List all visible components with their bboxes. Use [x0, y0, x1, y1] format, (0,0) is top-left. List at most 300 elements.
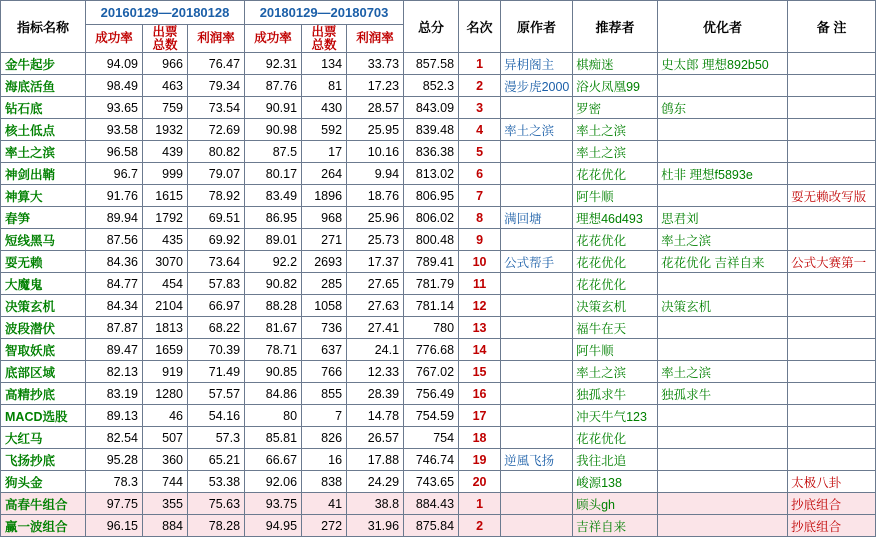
cell-p2-profit-rate: 27.41 [347, 317, 404, 339]
cell-indicator-name: 飞扬抄底 [1, 449, 86, 471]
cell-p2-profit-rate: 17.23 [347, 75, 404, 97]
cell-recommender: 决策玄机 [573, 295, 658, 317]
cell-rank: 1 [459, 493, 501, 515]
cell-p1-ticket-count: 3070 [143, 251, 188, 273]
cell-recommender: 花花优化 [573, 163, 658, 185]
cell-p1-success-rate: 95.28 [86, 449, 143, 471]
cell-note: 耍无赖改写版 [788, 185, 876, 207]
cell-p2-success-rate: 81.67 [245, 317, 302, 339]
cell-indicator-name: 率土之滨 [1, 141, 86, 163]
cell-recommender: 吉祥自来 [573, 515, 658, 537]
cell-note [788, 383, 876, 405]
cell-total-score: 800.48 [404, 229, 459, 251]
cell-recommender: 花花优化 [573, 229, 658, 251]
table-row[interactable] [1, 53, 876, 75]
cell-recommender: 率土之滨 [573, 361, 658, 383]
header-row-groups [1, 1, 876, 25]
cell-optimizer: 思君刘 [658, 207, 788, 229]
header-p1-success-rate: 成功率 [86, 25, 143, 53]
cell-total-score: 806.02 [404, 207, 459, 229]
cell-p1-profit-rate: 78.92 [188, 185, 245, 207]
cell-p1-success-rate: 82.54 [86, 427, 143, 449]
cell-p2-profit-rate: 28.57 [347, 97, 404, 119]
cell-optimizer: 杜非 理想f5893e [658, 163, 788, 185]
cell-p2-profit-rate: 17.37 [347, 251, 404, 273]
cell-p2-ticket-count: 1896 [302, 185, 347, 207]
header-period-1: 20160129—20180128 [86, 1, 245, 25]
cell-recommender: 独孤求牛 [573, 383, 658, 405]
cell-p1-ticket-count: 463 [143, 75, 188, 97]
cell-recommender: 花花优化 [573, 273, 658, 295]
cell-p1-success-rate: 96.58 [86, 141, 143, 163]
cell-total-score: 754 [404, 427, 459, 449]
table-row[interactable] [1, 97, 876, 119]
cell-note [788, 141, 876, 163]
cell-rank: 4 [459, 119, 501, 141]
cell-optimizer [658, 185, 788, 207]
cell-p2-ticket-count: 855 [302, 383, 347, 405]
table-row[interactable] [1, 295, 876, 317]
cell-p1-success-rate: 84.77 [86, 273, 143, 295]
cell-p1-profit-rate: 69.51 [188, 207, 245, 229]
cell-note [788, 53, 876, 75]
cell-rank: 2 [459, 515, 501, 537]
cell-p1-ticket-count: 744 [143, 471, 188, 493]
cell-rank: 17 [459, 405, 501, 427]
cell-total-score: 852.3 [404, 75, 459, 97]
cell-note [788, 317, 876, 339]
cell-original-author [501, 383, 573, 405]
cell-p2-ticket-count: 271 [302, 229, 347, 251]
cell-p2-profit-rate: 10.16 [347, 141, 404, 163]
cell-note [788, 339, 876, 361]
cell-p1-success-rate: 89.94 [86, 207, 143, 229]
cell-optimizer: 独孤求牛 [658, 383, 788, 405]
cell-p2-success-rate: 90.85 [245, 361, 302, 383]
cell-p1-success-rate: 89.13 [86, 405, 143, 427]
cell-total-score: 781.14 [404, 295, 459, 317]
cell-indicator-name: 短线黑马 [1, 229, 86, 251]
cell-optimizer [658, 427, 788, 449]
cell-rank: 12 [459, 295, 501, 317]
cell-p2-success-rate: 83.49 [245, 185, 302, 207]
cell-p1-success-rate: 97.75 [86, 493, 143, 515]
cell-p2-success-rate: 92.31 [245, 53, 302, 75]
cell-p1-success-rate: 98.49 [86, 75, 143, 97]
cell-recommender: 棋痴迷 [573, 53, 658, 75]
table-row[interactable] [1, 163, 876, 185]
cell-indicator-name: 神剑出鞘 [1, 163, 86, 185]
cell-p2-ticket-count: 736 [302, 317, 347, 339]
cell-original-author: 满回塘 [501, 207, 573, 229]
cell-recommender: 峻源138 [573, 471, 658, 493]
cell-p2-profit-rate: 14.78 [347, 405, 404, 427]
cell-note [788, 207, 876, 229]
cell-original-author [501, 273, 573, 295]
table-body [1, 53, 876, 537]
cell-total-score: 754.59 [404, 405, 459, 427]
cell-p1-ticket-count: 1659 [143, 339, 188, 361]
cell-optimizer: 鸧东 [658, 97, 788, 119]
header-period-2: 20180129—20180703 [245, 1, 404, 25]
cell-p2-success-rate: 80 [245, 405, 302, 427]
table-row[interactable] [1, 251, 876, 273]
cell-rank: 19 [459, 449, 501, 471]
cell-p1-ticket-count: 1932 [143, 119, 188, 141]
cell-p1-success-rate: 82.13 [86, 361, 143, 383]
cell-p1-success-rate: 78.3 [86, 471, 143, 493]
cell-total-score: 781.79 [404, 273, 459, 295]
cell-original-author [501, 361, 573, 383]
cell-total-score: 806.95 [404, 185, 459, 207]
cell-p2-success-rate: 86.95 [245, 207, 302, 229]
cell-recommender: 率土之滨 [573, 141, 658, 163]
cell-note [788, 427, 876, 449]
cell-original-author: 漫步虎2000 [501, 75, 573, 97]
cell-rank: 6 [459, 163, 501, 185]
cell-rank: 11 [459, 273, 501, 295]
cell-note: 抄底组合 [788, 515, 876, 537]
cell-original-author [501, 339, 573, 361]
cell-p2-success-rate: 93.75 [245, 493, 302, 515]
cell-p1-profit-rate: 80.82 [188, 141, 245, 163]
cell-p2-ticket-count: 81 [302, 75, 347, 97]
cell-p1-profit-rate: 78.28 [188, 515, 245, 537]
cell-p1-ticket-count: 2104 [143, 295, 188, 317]
cell-note [788, 361, 876, 383]
cell-indicator-name: 赢一波组合 [1, 515, 86, 537]
cell-total-score: 839.48 [404, 119, 459, 141]
cell-p1-success-rate: 93.65 [86, 97, 143, 119]
table-row[interactable] [1, 119, 876, 141]
cell-p1-ticket-count: 360 [143, 449, 188, 471]
cell-optimizer [658, 339, 788, 361]
cell-p2-success-rate: 87.76 [245, 75, 302, 97]
cell-rank: 3 [459, 97, 501, 119]
cell-p2-profit-rate: 25.95 [347, 119, 404, 141]
cell-p1-profit-rate: 68.22 [188, 317, 245, 339]
cell-optimizer: 史太郎 理想892b50 [658, 53, 788, 75]
cell-p1-profit-rate: 70.39 [188, 339, 245, 361]
table-row[interactable] [1, 339, 876, 361]
cell-rank: 1 [459, 53, 501, 75]
cell-original-author: 异枂阁主 [501, 53, 573, 75]
table-row[interactable] [1, 229, 876, 251]
table-row[interactable] [1, 75, 876, 97]
cell-rank: 18 [459, 427, 501, 449]
cell-p1-success-rate: 93.58 [86, 119, 143, 141]
cell-p1-success-rate: 94.09 [86, 53, 143, 75]
cell-p1-ticket-count: 1792 [143, 207, 188, 229]
table-row[interactable] [1, 141, 876, 163]
cell-p1-profit-rate: 53.38 [188, 471, 245, 493]
cell-p2-success-rate: 78.71 [245, 339, 302, 361]
cell-recommender: 理想46d493 [573, 207, 658, 229]
table-row[interactable] [1, 361, 876, 383]
cell-p2-success-rate: 92.2 [245, 251, 302, 273]
cell-p2-profit-rate: 38.8 [347, 493, 404, 515]
cell-p2-ticket-count: 17 [302, 141, 347, 163]
cell-total-score: 843.09 [404, 97, 459, 119]
cell-optimizer [658, 75, 788, 97]
header-recommender: 推荐者 [573, 1, 658, 53]
cell-note: 公式大赛第一 [788, 251, 876, 273]
cell-p1-profit-rate: 73.64 [188, 251, 245, 273]
cell-p1-success-rate: 87.87 [86, 317, 143, 339]
cell-indicator-name: 波段潜伏 [1, 317, 86, 339]
cell-p2-profit-rate: 25.73 [347, 229, 404, 251]
header-total-score: 总分 [404, 1, 459, 53]
cell-p1-ticket-count: 759 [143, 97, 188, 119]
header-note: 备 注 [788, 1, 876, 53]
cell-p2-ticket-count: 766 [302, 361, 347, 383]
table-row[interactable] [1, 471, 876, 493]
table-row[interactable] [1, 185, 876, 207]
cell-indicator-name: 耍无赖 [1, 251, 86, 273]
cell-original-author [501, 229, 573, 251]
cell-note [788, 405, 876, 427]
cell-p2-ticket-count: 41 [302, 493, 347, 515]
cell-recommender: 阿牛顺 [573, 185, 658, 207]
cell-p2-ticket-count: 637 [302, 339, 347, 361]
cell-recommender: 顾头gh [573, 493, 658, 515]
cell-original-author [501, 163, 573, 185]
cell-p1-success-rate: 84.36 [86, 251, 143, 273]
cell-original-author [501, 97, 573, 119]
cell-p2-success-rate: 80.17 [245, 163, 302, 185]
cell-optimizer: 花花优化 吉祥自来 [658, 251, 788, 273]
cell-optimizer [658, 273, 788, 295]
cell-note [788, 97, 876, 119]
header-p1-profit-rate: 利润率 [188, 25, 245, 53]
cell-p1-profit-rate: 79.34 [188, 75, 245, 97]
table-row[interactable] [1, 515, 876, 537]
cell-p2-success-rate: 94.95 [245, 515, 302, 537]
cell-p2-success-rate: 85.81 [245, 427, 302, 449]
cell-original-author [501, 185, 573, 207]
cell-p1-profit-rate: 72.69 [188, 119, 245, 141]
cell-p2-profit-rate: 33.73 [347, 53, 404, 75]
cell-note [788, 273, 876, 295]
cell-p1-ticket-count: 1280 [143, 383, 188, 405]
cell-total-score: 857.58 [404, 53, 459, 75]
cell-p2-profit-rate: 27.63 [347, 295, 404, 317]
cell-indicator-name: 春笋 [1, 207, 86, 229]
cell-note [788, 163, 876, 185]
cell-total-score: 780 [404, 317, 459, 339]
cell-p1-profit-rate: 65.21 [188, 449, 245, 471]
cell-original-author [501, 317, 573, 339]
cell-total-score: 767.02 [404, 361, 459, 383]
cell-p1-ticket-count: 1813 [143, 317, 188, 339]
cell-indicator-name: 大红马 [1, 427, 86, 449]
cell-p2-profit-rate: 9.94 [347, 163, 404, 185]
cell-p1-profit-rate: 76.47 [188, 53, 245, 75]
cell-original-author [501, 471, 573, 493]
cell-indicator-name: 金牛起步 [1, 53, 86, 75]
cell-p2-success-rate: 89.01 [245, 229, 302, 251]
cell-p1-profit-rate: 71.49 [188, 361, 245, 383]
cell-p2-ticket-count: 134 [302, 53, 347, 75]
cell-p1-ticket-count: 454 [143, 273, 188, 295]
cell-note [788, 229, 876, 251]
cell-p2-ticket-count: 826 [302, 427, 347, 449]
cell-optimizer: 率土之滨 [658, 361, 788, 383]
cell-original-author [501, 427, 573, 449]
cell-indicator-name: 决策玄机 [1, 295, 86, 317]
cell-indicator-name: 高春牛组合 [1, 493, 86, 515]
cell-p1-profit-rate: 57.57 [188, 383, 245, 405]
cell-indicator-name: 钻石底 [1, 97, 86, 119]
cell-optimizer: 率土之滨 [658, 229, 788, 251]
header-p2-success-rate: 成功率 [245, 25, 302, 53]
cell-recommender: 阿牛顺 [573, 339, 658, 361]
cell-original-author: 率土之滨 [501, 119, 573, 141]
header-p2-profit-rate: 利润率 [347, 25, 404, 53]
cell-p1-ticket-count: 919 [143, 361, 188, 383]
cell-rank: 5 [459, 141, 501, 163]
cell-original-author [501, 295, 573, 317]
cell-rank: 20 [459, 471, 501, 493]
cell-p1-profit-rate: 75.63 [188, 493, 245, 515]
cell-p2-profit-rate: 12.33 [347, 361, 404, 383]
header-p2-ticket-count: 出票 总数 [302, 25, 347, 53]
cell-rank: 2 [459, 75, 501, 97]
cell-indicator-name: 海底活鱼 [1, 75, 86, 97]
cell-note: 抄底组合 [788, 493, 876, 515]
cell-rank: 16 [459, 383, 501, 405]
cell-p2-ticket-count: 264 [302, 163, 347, 185]
table-row[interactable] [1, 207, 876, 229]
table-row[interactable] [1, 449, 876, 471]
cell-p1-success-rate: 89.47 [86, 339, 143, 361]
header-indicator-name: 指标名称 [1, 1, 86, 53]
cell-p1-success-rate: 91.76 [86, 185, 143, 207]
table-row[interactable] [1, 317, 876, 339]
cell-p2-success-rate: 90.98 [245, 119, 302, 141]
cell-p1-profit-rate: 57.83 [188, 273, 245, 295]
header-original-author: 原作者 [501, 1, 573, 53]
cell-total-score: 813.02 [404, 163, 459, 185]
cell-p2-profit-rate: 26.57 [347, 427, 404, 449]
cell-p1-success-rate: 83.19 [86, 383, 143, 405]
cell-indicator-name: 狗头金 [1, 471, 86, 493]
cell-p1-ticket-count: 355 [143, 493, 188, 515]
cell-recommender: 冲天牛气123 [573, 405, 658, 427]
table-row[interactable] [1, 405, 876, 427]
cell-recommender: 福牛在天 [573, 317, 658, 339]
cell-note [788, 295, 876, 317]
cell-p1-success-rate: 96.7 [86, 163, 143, 185]
cell-p1-profit-rate: 79.07 [188, 163, 245, 185]
cell-p1-success-rate: 87.56 [86, 229, 143, 251]
cell-optimizer [658, 515, 788, 537]
cell-p1-ticket-count: 1615 [143, 185, 188, 207]
cell-original-author: 逆風飞扬 [501, 449, 573, 471]
cell-optimizer [658, 141, 788, 163]
cell-total-score: 836.38 [404, 141, 459, 163]
table-row[interactable] [1, 427, 876, 449]
cell-p1-ticket-count: 439 [143, 141, 188, 163]
cell-indicator-name: 大魔鬼 [1, 273, 86, 295]
cell-p2-success-rate: 84.86 [245, 383, 302, 405]
cell-indicator-name: 神算大 [1, 185, 86, 207]
cell-p2-success-rate: 87.5 [245, 141, 302, 163]
cell-p2-profit-rate: 25.96 [347, 207, 404, 229]
cell-original-author: 公式帮手 [501, 251, 573, 273]
cell-p2-success-rate: 88.28 [245, 295, 302, 317]
cell-total-score: 776.68 [404, 339, 459, 361]
cell-note [788, 119, 876, 141]
cell-total-score: 756.49 [404, 383, 459, 405]
cell-rank: 13 [459, 317, 501, 339]
cell-total-score: 746.74 [404, 449, 459, 471]
cell-rank: 14 [459, 339, 501, 361]
cell-optimizer [658, 493, 788, 515]
table-row[interactable] [1, 493, 876, 515]
cell-p1-ticket-count: 999 [143, 163, 188, 185]
cell-p2-profit-rate: 18.76 [347, 185, 404, 207]
cell-p2-success-rate: 66.67 [245, 449, 302, 471]
cell-rank: 7 [459, 185, 501, 207]
cell-p2-ticket-count: 16 [302, 449, 347, 471]
table-row[interactable] [1, 383, 876, 405]
cell-original-author [501, 141, 573, 163]
cell-p1-profit-rate: 66.97 [188, 295, 245, 317]
header-optimizer: 优化者 [658, 1, 788, 53]
cell-note: 太极八卦 [788, 471, 876, 493]
cell-rank: 8 [459, 207, 501, 229]
cell-p2-ticket-count: 1058 [302, 295, 347, 317]
cell-optimizer [658, 405, 788, 427]
cell-p2-profit-rate: 27.65 [347, 273, 404, 295]
cell-recommender: 浴火凤凰99 [573, 75, 658, 97]
cell-p2-success-rate: 90.82 [245, 273, 302, 295]
cell-optimizer [658, 119, 788, 141]
cell-rank: 9 [459, 229, 501, 251]
cell-original-author [501, 515, 573, 537]
cell-p2-profit-rate: 31.96 [347, 515, 404, 537]
cell-recommender: 花花优化 [573, 251, 658, 273]
cell-indicator-name: MACD选股 [1, 405, 86, 427]
cell-p1-ticket-count: 46 [143, 405, 188, 427]
cell-recommender: 我往北追 [573, 449, 658, 471]
cell-p2-ticket-count: 2693 [302, 251, 347, 273]
cell-total-score: 743.65 [404, 471, 459, 493]
cell-optimizer [658, 449, 788, 471]
table-row[interactable] [1, 273, 876, 295]
cell-p2-ticket-count: 592 [302, 119, 347, 141]
cell-optimizer: 决策玄机 [658, 295, 788, 317]
cell-p1-profit-rate: 69.92 [188, 229, 245, 251]
cell-p2-ticket-count: 285 [302, 273, 347, 295]
cell-total-score: 884.43 [404, 493, 459, 515]
cell-indicator-name: 高精抄底 [1, 383, 86, 405]
cell-optimizer [658, 471, 788, 493]
cell-recommender: 罗密 [573, 97, 658, 119]
cell-p2-profit-rate: 24.1 [347, 339, 404, 361]
cell-original-author [501, 405, 573, 427]
cell-p1-success-rate: 96.15 [86, 515, 143, 537]
cell-optimizer [658, 317, 788, 339]
cell-indicator-name: 底部区域 [1, 361, 86, 383]
cell-original-author [501, 493, 573, 515]
cell-p2-profit-rate: 28.39 [347, 383, 404, 405]
cell-recommender: 花花优化 [573, 427, 658, 449]
cell-rank: 10 [459, 251, 501, 273]
cell-p1-ticket-count: 435 [143, 229, 188, 251]
cell-indicator-name: 核土低点 [1, 119, 86, 141]
